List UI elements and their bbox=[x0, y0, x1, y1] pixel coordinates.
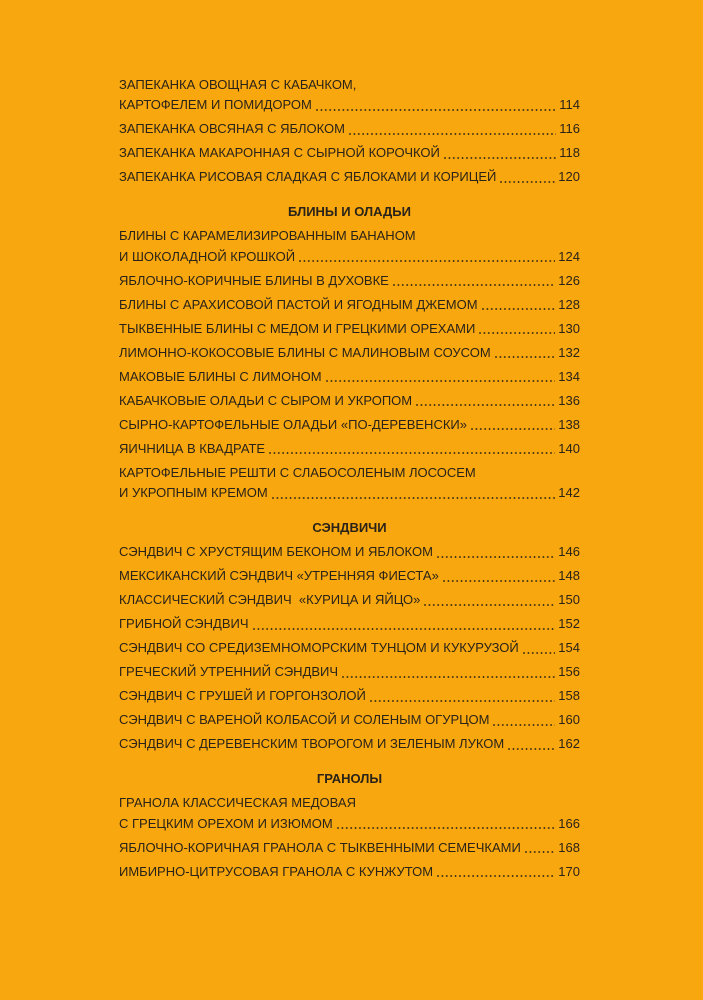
entry-row bbox=[119, 367, 580, 388]
toc-entry bbox=[119, 143, 580, 164]
toc-entry bbox=[119, 343, 580, 364]
entry-row bbox=[119, 483, 580, 504]
page-number: 142 bbox=[558, 485, 580, 501]
entry-row bbox=[119, 590, 580, 611]
entry-title: КАБАЧКОВЫЕ ОЛАДЬИ С СЫРОМ И УКРОПОМ bbox=[119, 392, 413, 408]
entry-title: ТЫКВЕННЫЕ БЛИНЫ С МЕДОМ И ГРЕЦКИМИ ОРЕХАМИ bbox=[119, 320, 476, 336]
toc-entry bbox=[119, 710, 580, 731]
page-number: 154 bbox=[558, 640, 580, 656]
entry-title: КАРТОФЕЛЕМ И ПОМИДОРОМ bbox=[119, 97, 312, 113]
dot-leader bbox=[337, 814, 556, 835]
entry-title-line: ЗАПЕКАНКА ОВОЩНАЯ С КАБАЧКОМ, bbox=[119, 76, 357, 92]
dot-leader bbox=[508, 734, 555, 755]
toc-entry bbox=[119, 686, 580, 707]
entry-row bbox=[119, 119, 580, 140]
dot-leader bbox=[326, 367, 556, 388]
toc-entry bbox=[119, 226, 580, 267]
section-heading: ГРАНОЛЫ bbox=[316, 770, 383, 786]
toc-section bbox=[119, 769, 580, 883]
dot-leader bbox=[424, 590, 555, 611]
entry-row bbox=[119, 319, 580, 340]
toc-section bbox=[119, 202, 580, 504]
toc-entry bbox=[119, 295, 580, 316]
entry-row bbox=[119, 710, 580, 731]
page-number: 138 bbox=[558, 416, 580, 432]
page-number: 160 bbox=[558, 712, 580, 728]
page-number: 124 bbox=[558, 248, 580, 264]
toc-entry bbox=[119, 838, 580, 859]
entry-row bbox=[119, 271, 580, 292]
section-heading: СЭНДВИЧИ bbox=[312, 519, 387, 535]
page-number: 134 bbox=[558, 368, 580, 384]
entry-row bbox=[119, 542, 580, 563]
entry-title: ЗАПЕКАНКА МАКАРОННАЯ С СЫРНОЙ КОРОЧКОЙ bbox=[119, 145, 440, 161]
entry-title: СЭНДВИЧ СО СРЕДИЗЕМНОМОРСКИМ ТУНЦОМ И КУКУРУЗОЙ bbox=[119, 640, 519, 656]
entry-title: БЛИНЫ С АРАХИСОВОЙ ПАСТОЙ И ЯГОДНЫМ ДЖЕМОМ bbox=[119, 296, 478, 312]
entry-title: ЛИМОННО-КОКОСОВЫЕ БЛИНЫ С МАЛИНОВЫМ СОУСОМ bbox=[119, 344, 491, 360]
entry-title: СЭНДВИЧ С ВАРЕНОЙ КОЛБАСОЙ И СОЛЕНЫМ ОГУРЦОМ bbox=[119, 712, 490, 728]
toc-entry bbox=[119, 463, 580, 504]
entry-row bbox=[119, 95, 580, 116]
toc-entry bbox=[119, 319, 580, 340]
dot-leader bbox=[393, 271, 555, 292]
page-number: 128 bbox=[558, 296, 580, 312]
dot-leader bbox=[342, 662, 555, 683]
toc-entry bbox=[119, 662, 580, 683]
toc-entry bbox=[119, 119, 580, 140]
dot-leader bbox=[253, 614, 556, 635]
dot-leader bbox=[316, 95, 556, 116]
dot-leader bbox=[269, 439, 555, 460]
page-number: 170 bbox=[558, 863, 580, 879]
page-number: 166 bbox=[558, 815, 580, 831]
entry-row bbox=[119, 167, 580, 188]
toc-entry bbox=[119, 542, 580, 563]
entry-row bbox=[119, 838, 580, 859]
dot-leader bbox=[272, 483, 556, 504]
dot-leader bbox=[437, 542, 555, 563]
page-number: 152 bbox=[558, 616, 580, 632]
entry-title: МАКОВЫЕ БЛИНЫ С ЛИМОНОМ bbox=[119, 368, 322, 384]
dot-leader bbox=[493, 710, 555, 731]
page-number: 140 bbox=[558, 440, 580, 456]
dot-leader bbox=[444, 143, 556, 164]
page-number: 158 bbox=[558, 688, 580, 704]
entry-row bbox=[119, 566, 580, 587]
entry-title: И ШОКОЛАДНОЙ КРОШКОЙ bbox=[119, 248, 296, 264]
toc-entry bbox=[119, 793, 580, 834]
entry-row bbox=[119, 862, 580, 883]
entry-title: КЛАССИЧЕСКИЙ СЭНДВИЧ «КУРИЦА И ЯЙЦО» bbox=[119, 592, 421, 608]
toc-section bbox=[119, 75, 580, 188]
page-number: 168 bbox=[558, 839, 580, 855]
toc-entry bbox=[119, 391, 580, 412]
section-heading: БЛИНЫ И ОЛАДЬИ bbox=[288, 203, 411, 219]
table-of-contents bbox=[119, 75, 580, 886]
toc-entry bbox=[119, 439, 580, 460]
dot-leader bbox=[471, 415, 555, 436]
page-number: 150 bbox=[558, 592, 580, 608]
dot-leader bbox=[495, 343, 556, 364]
dot-leader bbox=[437, 862, 555, 883]
entry-row bbox=[119, 439, 580, 460]
entry-row bbox=[119, 686, 580, 707]
entry-row bbox=[119, 247, 580, 268]
entry-title: ЯБЛОЧНО-КОРИЧНЫЕ БЛИНЫ В ДУХОВКЕ bbox=[119, 272, 389, 288]
page-number: 146 bbox=[558, 544, 580, 560]
entry-title: С ГРЕЦКИМ ОРЕХОМ И ИЗЮМОМ bbox=[119, 815, 333, 831]
entry-title: СЭНДВИЧ С ДЕРЕВЕНСКИМ ТВОРОГОМ И ЗЕЛЕНЫМ ЛУКОМ bbox=[119, 736, 505, 752]
entry-row bbox=[119, 415, 580, 436]
page-number: 118 bbox=[559, 145, 580, 161]
entry-row bbox=[119, 734, 580, 755]
toc-entry bbox=[119, 415, 580, 436]
toc-entry bbox=[119, 590, 580, 611]
toc-entry bbox=[119, 367, 580, 388]
toc-entry bbox=[119, 734, 580, 755]
dot-leader bbox=[500, 167, 555, 188]
toc-entry bbox=[119, 271, 580, 292]
entry-title: ЯИЧНИЦА В КВАДРАТЕ bbox=[119, 440, 266, 456]
page-number: 120 bbox=[558, 169, 580, 185]
entry-title: ЗАПЕКАНКА РИСОВАЯ СЛАДКАЯ С ЯБЛОКАМИ И КОРИЦЕЙ bbox=[119, 169, 497, 185]
toc-entry bbox=[119, 75, 580, 116]
entry-title-line: КАРТОФЕЛЬНЫЕ РЕШТИ С СЛАБОСОЛЕНЫМ ЛОСОСЕМ bbox=[119, 464, 476, 480]
toc-entry bbox=[119, 862, 580, 883]
toc-entry bbox=[119, 167, 580, 188]
page-number: 116 bbox=[559, 121, 580, 137]
entry-row bbox=[119, 662, 580, 683]
dot-leader bbox=[299, 247, 555, 268]
page-number: 130 bbox=[558, 320, 580, 336]
page-number: 162 bbox=[558, 736, 580, 752]
page-number: 148 bbox=[558, 568, 580, 584]
entry-title: СЫРНО-КАРТОФЕЛЬНЫЕ ОЛАДЬИ «ПО-ДЕРЕВЕНСКИ» bbox=[119, 416, 467, 432]
dot-leader bbox=[482, 295, 556, 316]
dot-leader bbox=[443, 566, 555, 587]
toc-entry bbox=[119, 638, 580, 659]
entry-title: И УКРОПНЫМ КРЕМОМ bbox=[119, 485, 268, 501]
dot-leader bbox=[416, 391, 555, 412]
entry-row bbox=[119, 638, 580, 659]
entry-title: СЭНДВИЧ С ГРУШЕЙ И ГОРГОНЗОЛОЙ bbox=[119, 688, 366, 704]
entry-row bbox=[119, 343, 580, 364]
dot-leader bbox=[523, 638, 556, 659]
page-number: 156 bbox=[558, 664, 580, 680]
entry-title: ЯБЛОЧНО-КОРИЧНАЯ ГРАНОЛА С ТЫКВЕННЫМИ СЕМЕЧКАМИ bbox=[119, 839, 521, 855]
toc-entry bbox=[119, 566, 580, 587]
entry-row bbox=[119, 391, 580, 412]
entry-title-line: БЛИНЫ С КАРАМЕЛИЗИРОВАННЫМ БАНАНОМ bbox=[119, 228, 416, 244]
entry-title: МЕКСИКАНСКИЙ СЭНДВИЧ «УТРЕННЯЯ ФИЕСТА» bbox=[119, 568, 439, 584]
entry-row bbox=[119, 814, 580, 835]
page-number: 136 bbox=[558, 392, 580, 408]
entry-title: ИМБИРНО-ЦИТРУСОВАЯ ГРАНОЛА С КУНЖУТОМ bbox=[119, 863, 434, 879]
entry-title: ЗАПЕКАНКА ОВСЯНАЯ С ЯБЛОКОМ bbox=[119, 121, 345, 137]
dot-leader bbox=[349, 119, 556, 140]
entry-title: ГРЕЧЕСКИЙ УТРЕННИЙ СЭНДВИЧ bbox=[119, 664, 339, 680]
page-number: 114 bbox=[559, 97, 580, 113]
page-number: 132 bbox=[558, 344, 580, 360]
entry-row bbox=[119, 614, 580, 635]
toc-entry bbox=[119, 614, 580, 635]
dot-leader bbox=[370, 686, 555, 707]
entry-title: СЭНДВИЧ С ХРУСТЯЩИМ БЕКОНОМ И ЯБЛОКОМ bbox=[119, 544, 433, 560]
entry-row bbox=[119, 295, 580, 316]
dot-leader bbox=[479, 319, 555, 340]
entry-row bbox=[119, 143, 580, 164]
toc-section bbox=[119, 518, 580, 755]
dot-leader bbox=[525, 838, 555, 859]
page-number: 126 bbox=[558, 272, 580, 288]
entry-title-line: ГРАНОЛА КЛАССИЧЕСКАЯ МЕДОВАЯ bbox=[119, 795, 356, 811]
entry-title: ГРИБНОЙ СЭНДВИЧ bbox=[119, 616, 249, 632]
